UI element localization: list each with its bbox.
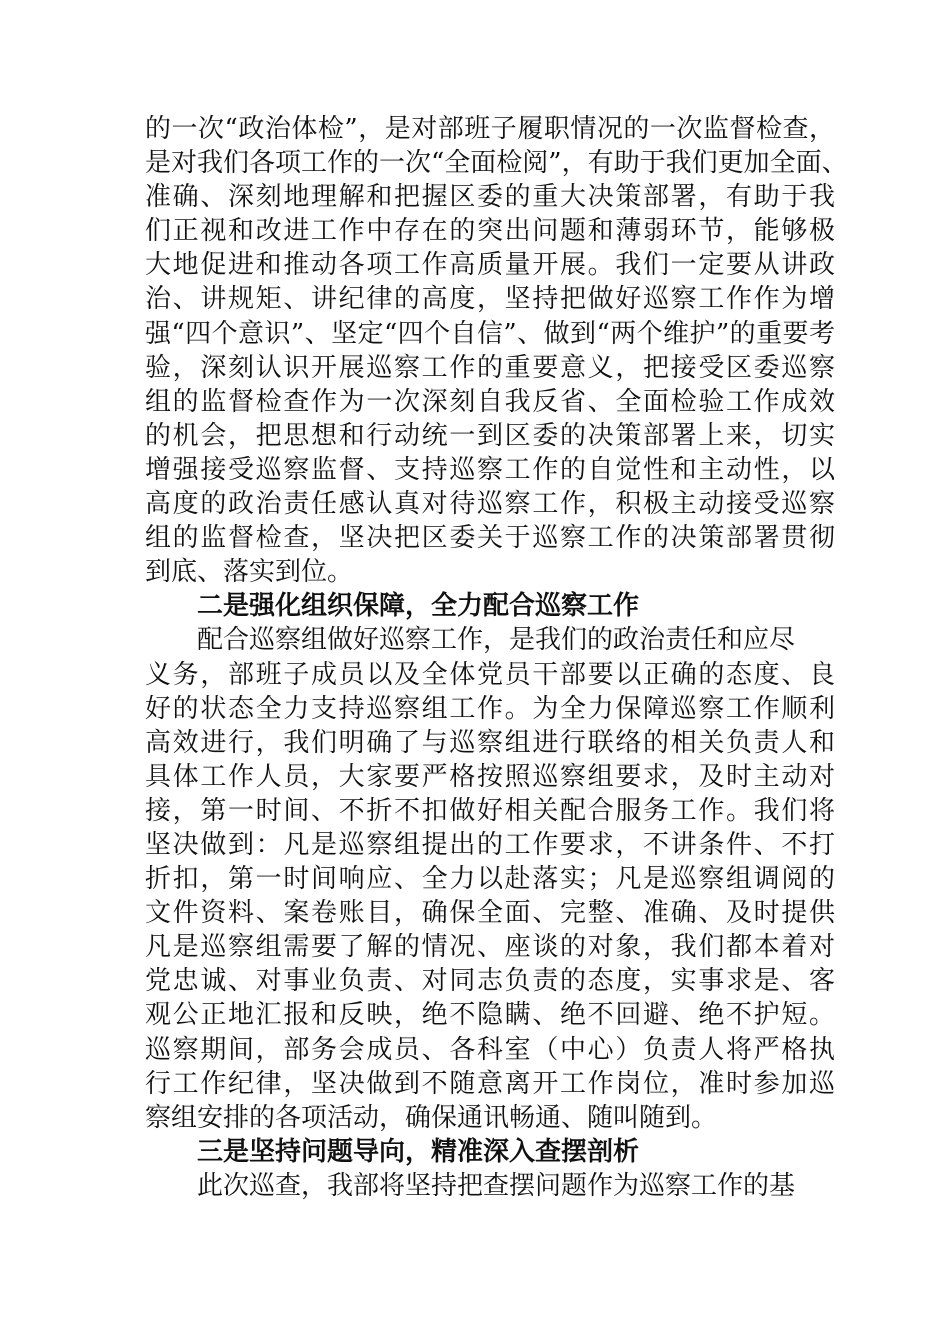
paragraph-line: 验，深刻认识开展巡察工作的重要意义，把接受区委巡察 (145, 352, 835, 383)
paragraph-line: 好的状态全力支持巡察组工作。为全力保障巡察工作顺利 (145, 693, 835, 724)
paragraph-line: 折扣，第一时间响应、全力以赴落实；凡是巡察组调阅的 (145, 864, 835, 895)
paragraph-line: 增强接受巡察监督、支持巡察工作的自觉性和主动性，以 (145, 454, 835, 485)
paragraph-line: 凡是巡察组需要了解的情况、座谈的对象，我们都本着对 (145, 932, 835, 963)
paragraph-line: 的一次“政治体检”，是对部班子履职情况的一次监督检查， (145, 114, 835, 144)
paragraph-line: 察组安排的各项活动，确保通讯畅通、随叫随到。 (145, 1102, 718, 1133)
paragraph-line: 组的监督检查，坚决把区委关于巡察工作的决策部署贯彻 (145, 523, 835, 554)
paragraph-line: 的机会，把思想和行动统一到区委的决策部署上来，切实 (145, 420, 835, 451)
section-heading: 三是坚持问题导向，精准深入查摆剖析 (197, 1136, 640, 1167)
paragraph-line: 们正视和改进工作中存在的突出问题和薄弱环节，能够极 (145, 216, 835, 247)
paragraph-line: 治、讲规矩、讲纪律的高度，坚持把做好巡察工作作为增 (145, 284, 835, 315)
paragraph-line: 此次巡查，我部将坚持把查摆问题作为巡察工作的基 (197, 1170, 796, 1201)
paragraph-line: 坚决做到：凡是巡察组提出的工作要求，不讲条件、不打 (145, 829, 835, 860)
paragraph-line: 党忠诚、对事业负责、对同志负责的态度，实事求是、客 (145, 966, 835, 997)
paragraph-line: 文件资料、案卷账目，确保全面、完整、准确、及时提供 (145, 898, 835, 929)
paragraph-line: 义务，部班子成员以及全体党员干部要以正确的态度、良 (145, 659, 835, 690)
paragraph-line: 行工作纪律，坚决做到不随意离开工作岗位，准时参加巡 (145, 1068, 835, 1099)
paragraph-line: 大地促进和推动各项工作高质量开展。我们一定要从讲政 (145, 250, 835, 281)
paragraph-line: 强“四个意识”、坚定“四个自信”、做到“两个维护”的重要考 (145, 318, 835, 349)
paragraph-line: 巡察期间，部务会成员、各科室（中心）负责人将严格执 (145, 1034, 835, 1065)
paragraph-line: 组的监督检查作为一次深刻自我反省、全面检验工作成效 (145, 386, 835, 417)
paragraph-line: 具体工作人员，大家要严格按照巡察组要求，及时主动对 (145, 761, 835, 792)
document-body (145, 112, 848, 1203)
paragraph-line: 配合巡察组做好巡察工作，是我们的政治责任和应尽 (197, 625, 796, 656)
paragraph-line: 准确、深刻地理解和把握区委的重大决策部署，有助于我 (145, 182, 835, 213)
paragraph-line: 观公正地汇报和反映，绝不隐瞒、绝不回避、绝不护短。 (145, 1000, 835, 1031)
section-heading: 二是强化组织保障，全力配合巡察工作 (197, 591, 640, 622)
paragraph-line: 高效进行，我们明确了与巡察组进行联络的相关负责人和 (145, 727, 835, 758)
paragraph-line: 是对我们各项工作的一次“全面检阅”，有助于我们更加全面、 (145, 148, 848, 179)
paragraph-line: 接，第一时间、不折不扣做好相关配合服务工作。我们将 (145, 795, 835, 826)
paragraph-line: 到底、落实到位。 (145, 557, 354, 588)
paragraph-line: 高度的政治责任感认真对待巡察工作，积极主动接受巡察 (145, 489, 835, 520)
